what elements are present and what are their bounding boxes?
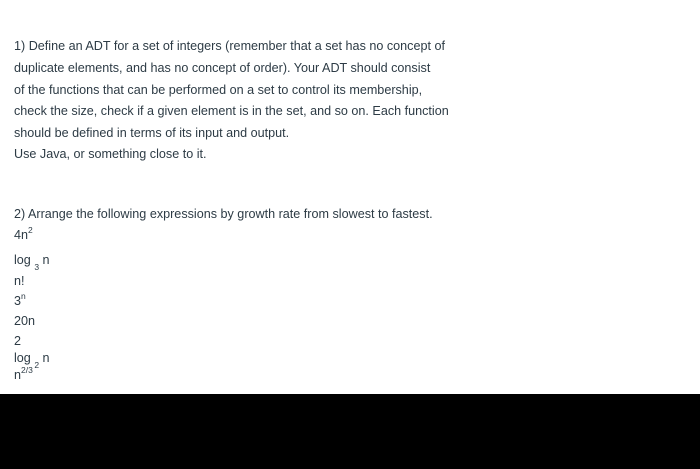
expression-20n: 20n (14, 314, 36, 328)
expression-log3-n: log $_3$ n (14, 253, 50, 272)
question-1-line: of the functions that can be performed on a set to control its membership, (14, 82, 423, 97)
question-1-language-note: Use Java, or something close to it. (14, 147, 207, 161)
expression-n-to-two-thirds: $n^{2/3}$ (14, 364, 33, 382)
question-1 (14, 36, 494, 145)
question-1-line: check the size, check if a given element is in the set, and so on. Each function (14, 104, 449, 119)
expression-log2-n: log $_2$ n (14, 351, 50, 370)
expression-3-to-the-n: 3$^n$ (14, 290, 26, 308)
question-1-text (14, 36, 494, 145)
expression-4n-squared: $4n^2$ (14, 224, 33, 242)
question-1-line: 1) Define an ADT for a set of integers (remember that a set has no concept of (14, 39, 445, 53)
expression-n-factorial: n! (14, 274, 25, 288)
question-1-line: duplicate elements, and has no concept of order). Your ADT should consist (14, 60, 431, 75)
question-1-line: should be defined in terms of its input and output. (14, 126, 290, 141)
expression-2: 2 (14, 334, 22, 348)
question-2-prompt: 2) Arrange the following expressions by growth rate from slowest to fastest. (14, 207, 433, 221)
black-footer-bar (0, 394, 700, 469)
